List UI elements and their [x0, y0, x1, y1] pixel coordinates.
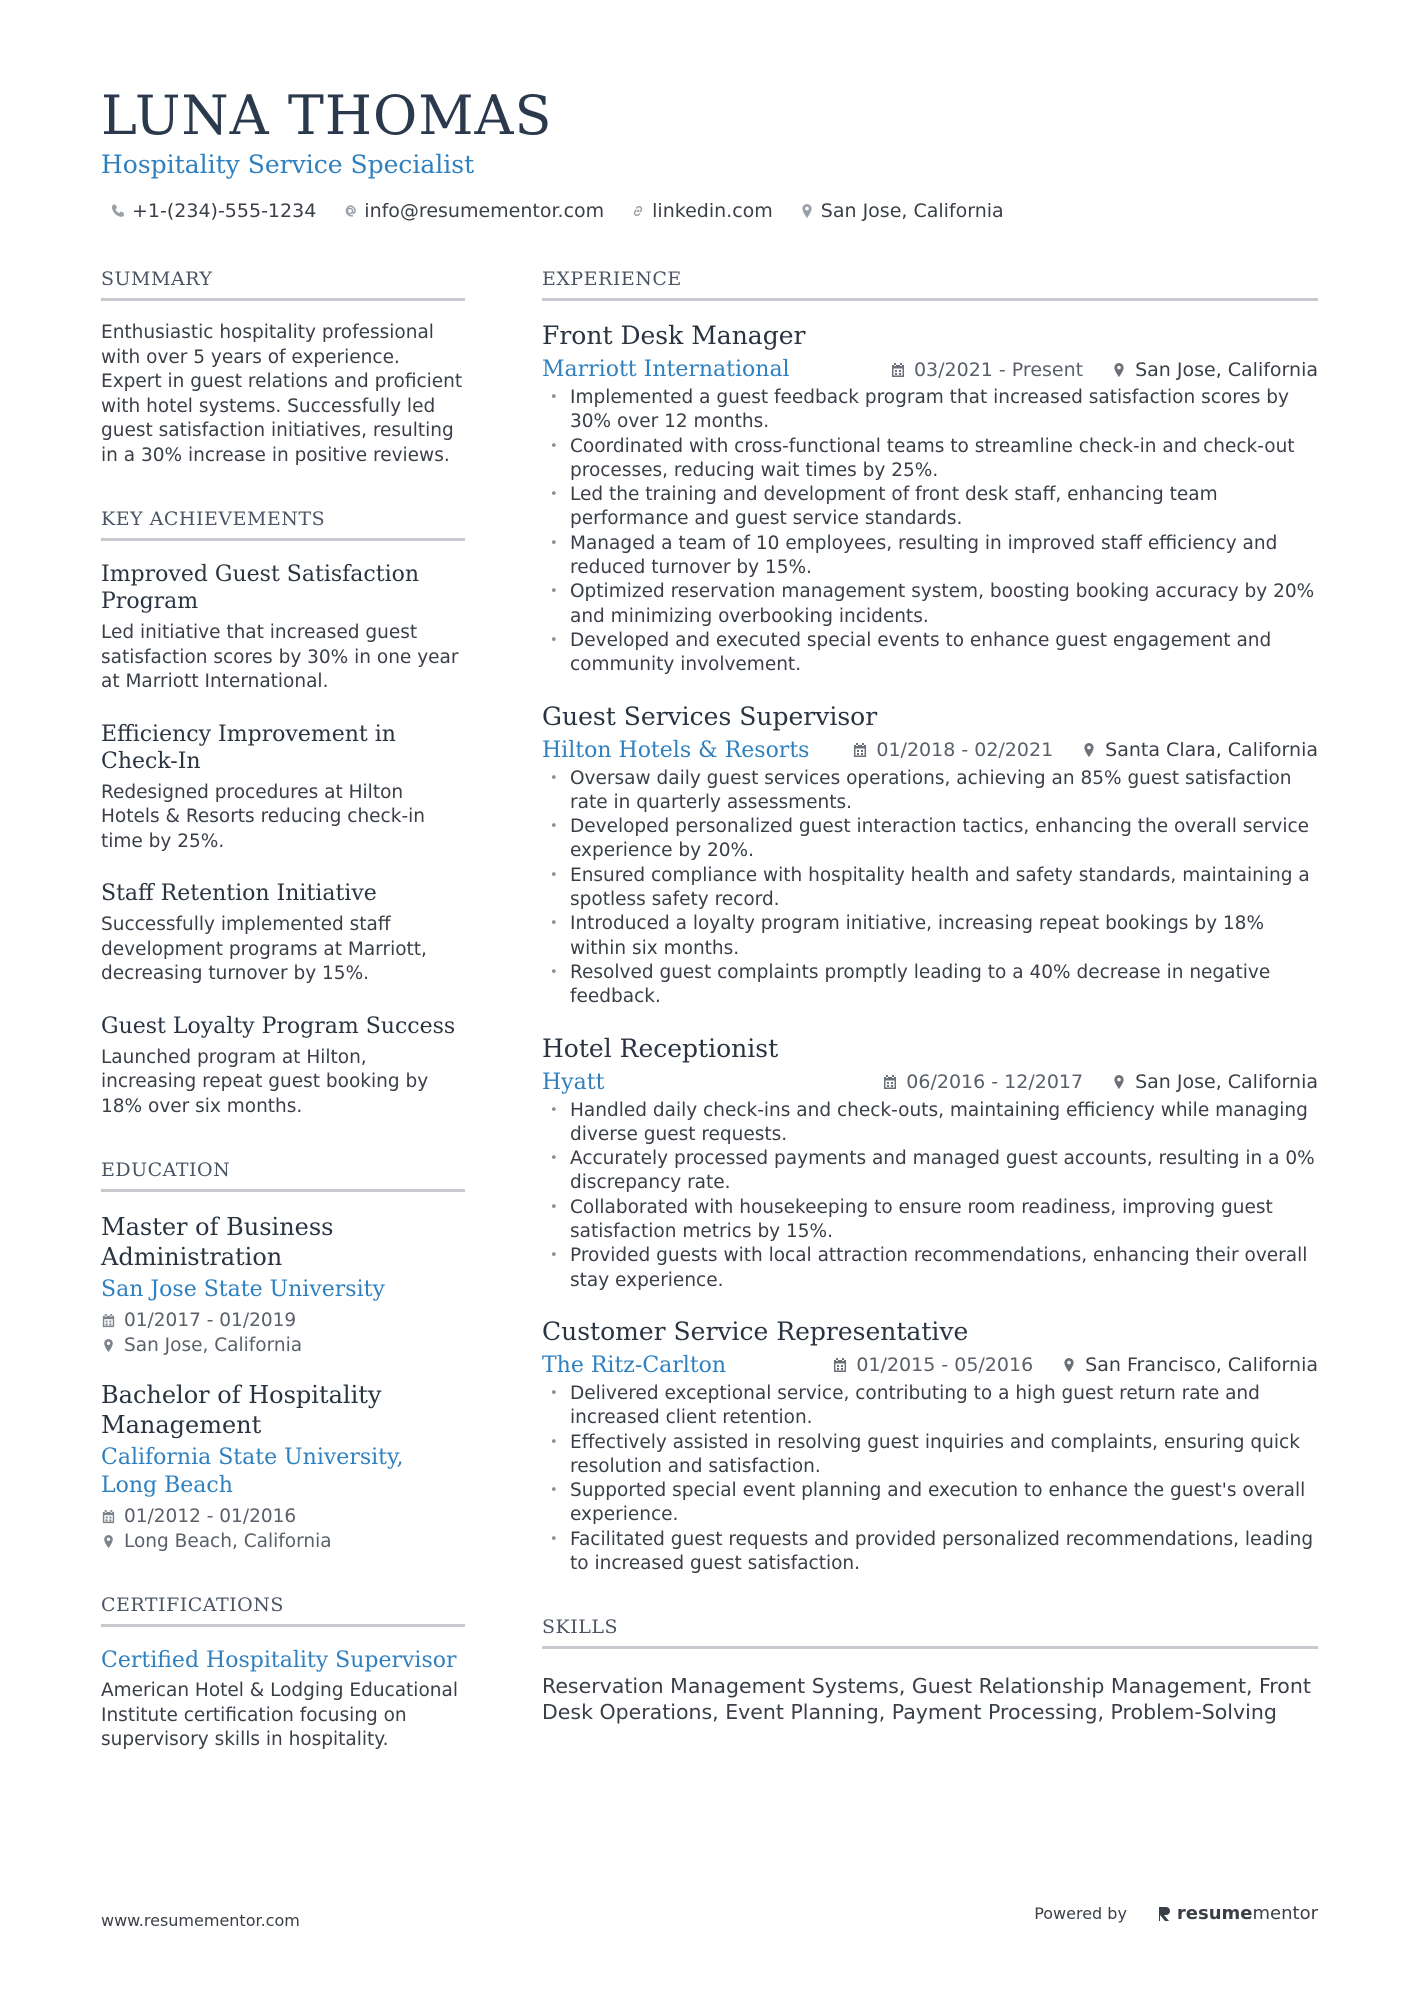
- right-column: [542, 268, 1318, 1725]
- calendar-icon: [832, 1357, 848, 1373]
- job-dates: [852, 739, 1053, 761]
- job-location: [1061, 1354, 1318, 1376]
- job-entry: [542, 1034, 1318, 1293]
- job-location-text: San Jose, California: [1135, 358, 1318, 381]
- calendar-icon: [101, 1509, 116, 1524]
- school-name: San Jose State University: [101, 1277, 385, 1302]
- contact-phone: [110, 200, 316, 222]
- footer-powered-by: [1034, 1903, 1318, 1924]
- contact-bar: [110, 200, 1030, 222]
- achievements-section: [101, 508, 465, 1119]
- achievement-text: Launched program at Hilton, increasing repeat guest booking by 18% over six months.: [101, 1046, 429, 1117]
- calendar-icon: [890, 362, 906, 378]
- contact-email: [342, 200, 604, 222]
- company-name: Hilton Hotels & Resorts: [542, 737, 810, 763]
- bullet-item: • Collaborated with housekeeping to ensure room readiness, improving guest satisfaction metrics by 15%.: [542, 1196, 1318, 1245]
- calendar-icon: [101, 1313, 116, 1328]
- education-location-text: Long Beach, California: [124, 1531, 332, 1552]
- bullet-item: • Developed personalized guest interaction tactics, enhancing the overall service experience by 20%.: [542, 815, 1318, 864]
- bullet-item: • Introduced a loyalty program initiative, increasing repeat bookings by 18% within six months.: [542, 912, 1318, 961]
- achievement-text: Redesigned procedures at Hilton Hotels & Resorts reducing check-in time by 25%.: [101, 781, 425, 852]
- achievement-item: [101, 880, 465, 987]
- bullet-item: • Led the training and development of front desk staff, enhancing team performance and guest service standards.: [542, 483, 1318, 532]
- education-dates: [101, 1504, 465, 1529]
- powered-by-label: Powered by: [1034, 1904, 1127, 1923]
- company-name: The Ritz-Carlton: [542, 1352, 727, 1378]
- location-pin-icon: [101, 1338, 116, 1353]
- achievement-item: [101, 1013, 465, 1120]
- candidate-name: LUNA THOMAS: [101, 84, 553, 147]
- achievement-item: [101, 721, 465, 855]
- job-title: Customer Service Representative: [542, 1316, 969, 1346]
- job-location-text: Santa Clara, California: [1105, 739, 1318, 762]
- job-dates-text: 01/2015 - 05/2016: [856, 1354, 1034, 1377]
- education-location-text: San Jose, California: [124, 1335, 303, 1356]
- job-location-text: San Jose, California: [1135, 1071, 1318, 1094]
- job-title: Hotel Receptionist: [542, 1033, 779, 1063]
- certification-text: American Hotel & Lodging Educational Institute certification focusing on supervisory skills in hospitality.: [101, 1680, 458, 1750]
- job-meta: [832, 1354, 1318, 1376]
- job-meta-row: [542, 357, 1318, 382]
- location-pin-icon: [1111, 1074, 1127, 1090]
- achievement-title: Guest Loyalty Program Success: [101, 1013, 456, 1039]
- location-pin-icon: [1081, 742, 1097, 758]
- bullet-item: • Ensured compliance with hospitality health and safety standards, maintaining a spotless safety record.: [542, 864, 1318, 913]
- education-location: [101, 1333, 465, 1358]
- skills-section: [542, 1616, 1318, 1725]
- job-bullets: [542, 1099, 1318, 1293]
- job-bullets: [542, 767, 1318, 1010]
- company-name: Marriott International: [542, 357, 790, 382]
- bullet-item: • Optimized reservation management system, boosting booking accuracy by 20% and minimizing overbooking incidents.: [542, 580, 1318, 629]
- job-location: [1081, 739, 1318, 761]
- skills-text: Reservation Management Systems, Guest Relationship Management, Front Desk Operations, Event Planning, Payment Processing, Problem-Solving: [542, 1674, 1311, 1725]
- education-heading: EDUCATION: [101, 1159, 465, 1192]
- bullet-item: • Implemented a guest feedback program that increased satisfaction scores by 30% over 12 months.: [542, 386, 1318, 435]
- brand-name-part2: mentor: [1252, 1903, 1318, 1924]
- education-dates-text: 01/2012 - 01/2016: [124, 1506, 297, 1527]
- bullet-item: • Effectively assisted in resolving guest inquiries and complaints, ensuring quick resolution and satisfaction.: [542, 1431, 1318, 1480]
- bullet-item: • Accurately processed payments and managed guest accounts, resulting in a 0% discrepancy rate.: [542, 1147, 1318, 1196]
- achievement-title: Staff Retention Initiative: [101, 881, 377, 906]
- experience-section: [542, 268, 1318, 1576]
- footer-website[interactable]: www.resumementor.com: [101, 1911, 300, 1930]
- education-section: [101, 1159, 465, 1554]
- achievement-title: Efficiency Improvement in Check-In: [101, 721, 396, 774]
- contact-location: [799, 200, 1004, 222]
- job-dates-text: 06/2016 - 12/2017: [906, 1071, 1084, 1094]
- achievement-text: Successfully implemented staff development programs at Marriott, decreasing turnover by 15%.: [101, 914, 427, 984]
- education-dates: [101, 1308, 465, 1333]
- phone-icon: [110, 203, 126, 219]
- job-dates: [890, 359, 1083, 381]
- brand-logo[interactable]: [1157, 1903, 1318, 1924]
- company-name: Hyatt: [542, 1069, 605, 1095]
- job-meta: [852, 739, 1318, 761]
- job-dates: [832, 1354, 1033, 1376]
- summary-heading: SUMMARY: [101, 268, 465, 301]
- brand-name-part1: resume: [1176, 1903, 1253, 1924]
- job-dates: [882, 1071, 1083, 1093]
- degree-title: Master of Business Administration: [101, 1213, 334, 1271]
- calendar-icon: [852, 742, 868, 758]
- bullet-item: • Coordinated with cross-functional teams to streamline check-in and check-out processes, reducing wait times by 25%.: [542, 435, 1318, 484]
- certification-item: [101, 1647, 465, 1753]
- job-entry: [542, 702, 1318, 1010]
- bullet-item: • Facilitated guest requests and provided personalized recommendations, leading to increased guest satisfaction.: [542, 1528, 1318, 1577]
- location-pin-icon: [101, 1534, 116, 1549]
- bullet-item: • Developed and executed special events to enhance guest engagement and community involvement.: [542, 629, 1318, 678]
- achievements-heading: KEY ACHIEVEMENTS: [101, 508, 465, 541]
- certification-title: Certified Hospitality Supervisor: [101, 1648, 457, 1673]
- job-location: [1111, 1071, 1318, 1093]
- job-meta-row: [542, 1070, 1318, 1095]
- job-meta-row: [542, 738, 1318, 763]
- bullet-item: • Oversaw daily guest services operations, achieving an 85% guest satisfaction rate in quarterly assessments.: [542, 767, 1318, 816]
- certifications-heading: CERTIFICATIONS: [101, 1594, 465, 1627]
- candidate-role: Hospitality Service Specialist: [101, 150, 475, 179]
- skills-heading: SKILLS: [542, 1616, 1318, 1649]
- job-meta-row: [542, 1353, 1318, 1378]
- calendar-icon: [882, 1074, 898, 1090]
- at-icon: [342, 203, 358, 219]
- bullet-item: • Managed a team of 10 employees, resulting in improved staff efficiency and reduced turnover by 15%.: [542, 532, 1318, 581]
- job-dates-text: 01/2018 - 02/2021: [876, 739, 1054, 762]
- location-pin-icon: [1061, 1357, 1077, 1373]
- bullet-item: • Resolved guest complaints promptly leading to a 40% decrease in negative feedback.: [542, 961, 1318, 1010]
- job-title: Front Desk Manager: [542, 321, 806, 350]
- location-pin-icon: [799, 203, 815, 219]
- achievement-title: Improved Guest Satisfaction Program: [101, 562, 420, 614]
- job-entry: [542, 1317, 1318, 1576]
- job-meta: [890, 359, 1318, 381]
- bullet-item: • Delivered exceptional service, contributing to a high guest return rate and increased client retention.: [542, 1382, 1318, 1431]
- education-dates-text: 01/2017 - 01/2019: [124, 1310, 297, 1331]
- location-text: San Jose, California: [820, 200, 1004, 222]
- phone-text[interactable]: +1-(234)-555-1234: [132, 200, 317, 222]
- location-pin-icon: [1111, 362, 1127, 378]
- bullet-item: • Provided guests with local attraction recommendations, enhancing their overall stay experience.: [542, 1244, 1318, 1293]
- job-meta: [882, 1071, 1318, 1093]
- achievement-item: [101, 561, 465, 695]
- education-item: [101, 1212, 465, 1358]
- job-bullets: [542, 386, 1318, 678]
- contact-linkedin: [630, 200, 773, 222]
- job-dates-text: 03/2021 - Present: [913, 358, 1084, 381]
- job-bullets: [542, 1382, 1318, 1576]
- school-name: California State University, Long Beach: [101, 1445, 404, 1498]
- email-text[interactable]: info@resumementor.com: [364, 200, 605, 222]
- bullet-item: • Handled daily check-ins and check-outs, maintaining efficiency while managing diverse guest requests.: [542, 1099, 1318, 1148]
- left-column: [101, 268, 465, 1753]
- education-location: [101, 1529, 465, 1554]
- certifications-section: [101, 1594, 465, 1753]
- summary-text: Enthusiastic hospitality professional with over 5 years of experience. Expert in guest relations and proficient with hotel systems. Successfully led guest satisfaction initiatives, resulting in a 30% increase in positive reviews.: [101, 322, 463, 466]
- experience-heading: EXPERIENCE: [542, 268, 1318, 301]
- job-location-text: San Francisco, California: [1085, 1354, 1318, 1377]
- degree-title: Bachelor of Hospitality Management: [101, 1381, 382, 1439]
- summary-section: [101, 268, 465, 468]
- job-title: Guest Services Supervisor: [542, 701, 878, 731]
- achievement-text: Led initiative that increased guest satisfaction scores by 30% in one year at Marriott International.: [101, 622, 459, 692]
- job-location: [1111, 359, 1318, 381]
- link-icon: [630, 203, 646, 219]
- resumementor-logo-icon: [1157, 1905, 1173, 1923]
- bullet-item: • Supported special event planning and execution to enhance the guest's overall experience.: [542, 1479, 1318, 1528]
- education-item: [101, 1380, 465, 1554]
- job-entry: [542, 321, 1318, 678]
- linkedin-text[interactable]: linkedin.com: [652, 200, 773, 222]
